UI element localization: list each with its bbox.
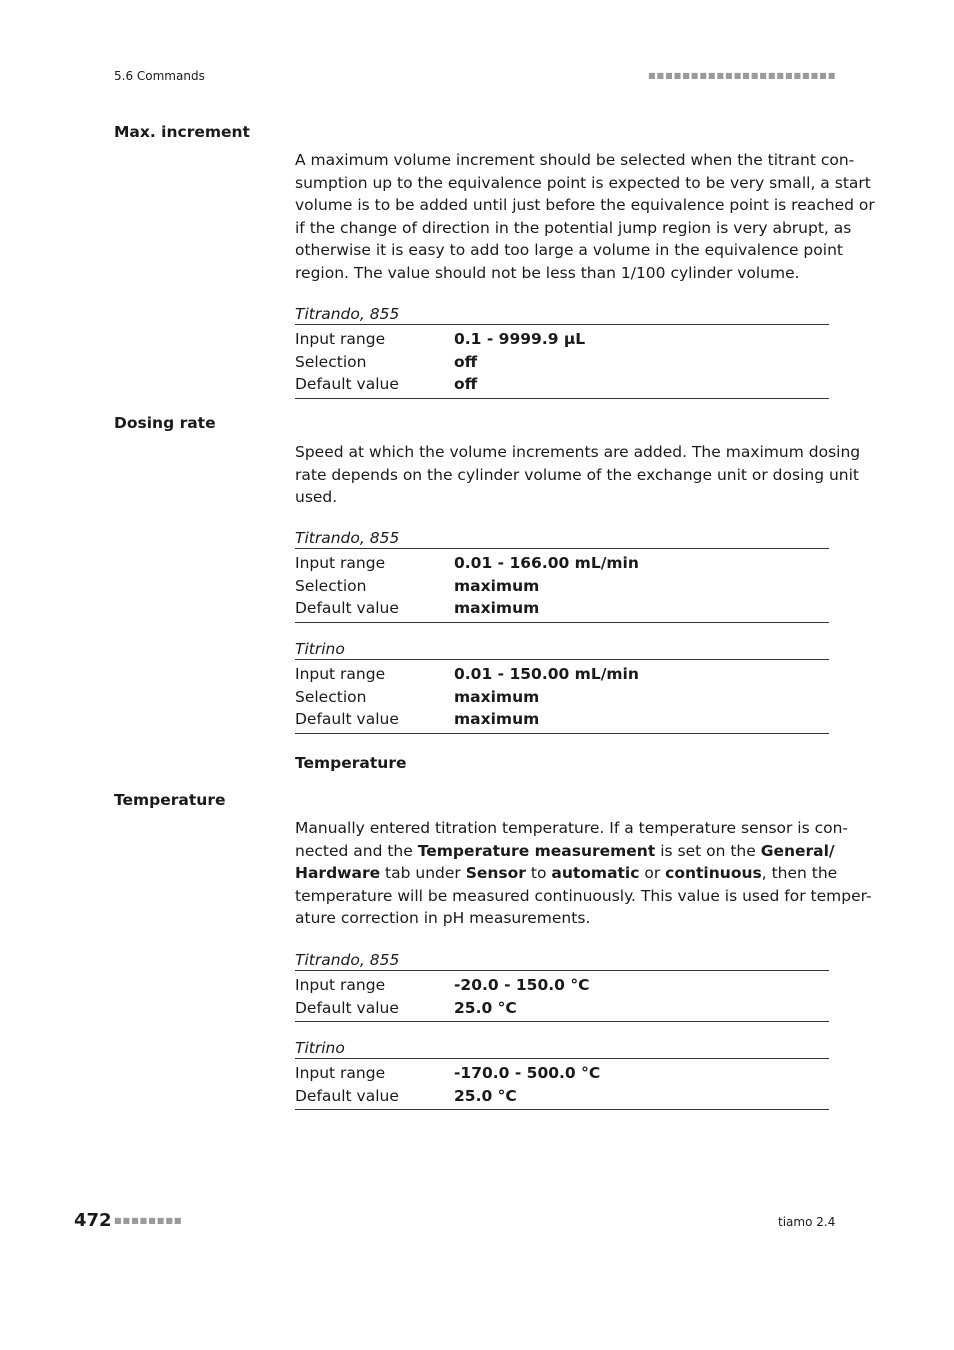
text-line: rate depends on the cylinder volume of the exchange unit or dosing unit xyxy=(295,465,860,484)
row-value: 0.01 - 150.00 mL/min xyxy=(454,665,639,683)
ui-term: Sensor xyxy=(465,864,526,882)
text-line: A maximum volume increment should be selected when the titrant con- xyxy=(295,151,855,169)
row-value: maximum xyxy=(454,599,540,617)
header-decoration: ■■■■■■■■■■■■■■■■■■■■■■ xyxy=(648,71,837,80)
table-caption: Titrando, 855 xyxy=(295,529,829,549)
ui-term: automatic xyxy=(551,864,640,882)
footer-product: tiamo 2.4 xyxy=(778,1215,836,1229)
table-dosing-rate-titrino xyxy=(295,640,829,734)
ui-term: continuous xyxy=(665,864,762,882)
text-line: if the change of direction in the potential jump region is very abrupt, as xyxy=(295,218,852,237)
table-bottom-rule xyxy=(295,1021,829,1022)
table-row xyxy=(295,974,829,997)
row-value: off xyxy=(454,352,478,371)
footer-decoration: ■■■■■■■■ xyxy=(114,1216,183,1225)
table-row xyxy=(295,597,829,620)
paragraph-max-increment xyxy=(295,149,875,284)
table-max-increment-titrando xyxy=(295,305,829,399)
row-value: -170.0 - 500.0 °C xyxy=(454,1064,601,1082)
row-value: maximum xyxy=(454,710,540,728)
table-row xyxy=(295,663,829,686)
text-line: otherwise it is easy to add too large a volume in the equivalence point xyxy=(295,241,843,259)
table-temperature-titrino xyxy=(295,1039,829,1110)
row-label: Selection xyxy=(295,687,367,706)
row-label: Default value xyxy=(295,710,399,728)
table-row xyxy=(295,1062,829,1085)
table-dosing-rate-titrando xyxy=(295,529,829,623)
text-line: Speed at which the volume increments are added. The maximum dosing xyxy=(295,443,861,461)
table-caption: Titrino xyxy=(295,640,829,660)
table-row xyxy=(295,686,829,709)
table-row xyxy=(295,997,829,1020)
text-line: nected and the Temperature measurement is set on the General/ xyxy=(295,841,835,860)
heading-max-increment: Max. increment xyxy=(114,123,250,141)
text-line: ature correction in pH measurements. xyxy=(295,909,591,927)
row-label: Default value xyxy=(295,1086,399,1105)
row-value: 25.0 °C xyxy=(454,1086,517,1105)
text-line: volume is to be added until just before the equivalence point is reached or xyxy=(295,196,875,214)
table-row xyxy=(295,575,829,598)
running-header-section: 5.6 Commands xyxy=(114,69,205,83)
row-label: Selection xyxy=(295,352,367,371)
row-label: Input range xyxy=(295,976,386,994)
subheading-temperature: Temperature xyxy=(295,754,407,772)
row-label: Default value xyxy=(295,375,399,393)
table-row xyxy=(295,708,829,731)
table-row xyxy=(295,552,829,575)
table-row xyxy=(295,328,829,351)
row-label: Input range xyxy=(295,1064,386,1082)
row-label: Input range xyxy=(295,330,386,348)
row-value: maximum xyxy=(454,687,540,706)
table-row xyxy=(295,373,829,396)
table-caption: Titrando, 855 xyxy=(295,951,829,971)
row-value: off xyxy=(454,375,478,393)
table-temperature-titrando xyxy=(295,951,829,1022)
ui-term: Temperature measurement xyxy=(417,841,656,860)
text-line: region. The value should not be less than 1/100 cylinder volume. xyxy=(295,263,800,282)
paragraph-temperature xyxy=(295,817,872,930)
text-line: sumption up to the equivalence point is expected to be very small, a start xyxy=(295,173,871,192)
row-label: Default value xyxy=(295,599,399,617)
row-label: Selection xyxy=(295,576,367,595)
table-row xyxy=(295,351,829,374)
heading-dosing-rate: Dosing rate xyxy=(114,414,216,432)
text-line: used. xyxy=(295,488,338,506)
table-bottom-rule xyxy=(295,622,829,623)
ui-term: General/ xyxy=(760,841,835,860)
page-number: 472 xyxy=(74,1210,112,1231)
row-value: -20.0 - 150.0 °C xyxy=(454,976,590,994)
table-bottom-rule xyxy=(295,733,829,734)
text-line: temperature will be measured continuously. This value is used for temper- xyxy=(295,886,872,905)
table-bottom-rule xyxy=(295,1109,829,1110)
table-caption: Titrando, 855 xyxy=(295,305,829,325)
row-value: 0.01 - 166.00 mL/min xyxy=(454,554,639,572)
table-caption: Titrino xyxy=(295,1039,829,1059)
row-value: maximum xyxy=(454,576,540,595)
text-line: Hardware tab under Sensor to automatic or continuous, then the xyxy=(295,864,838,882)
row-value: 0.1 - 9999.9 µL xyxy=(454,330,586,348)
row-label: Input range xyxy=(295,665,386,683)
row-label: Input range xyxy=(295,554,386,572)
ui-term: Hardware xyxy=(295,864,381,882)
text-line: Manually entered titration temperature. If a temperature sensor is con- xyxy=(295,819,849,837)
table-bottom-rule xyxy=(295,398,829,399)
heading-temperature: Temperature xyxy=(114,791,226,809)
row-label: Default value xyxy=(295,998,399,1017)
paragraph-dosing-rate xyxy=(295,441,861,509)
table-row xyxy=(295,1085,829,1108)
row-value: 25.0 °C xyxy=(454,998,517,1017)
